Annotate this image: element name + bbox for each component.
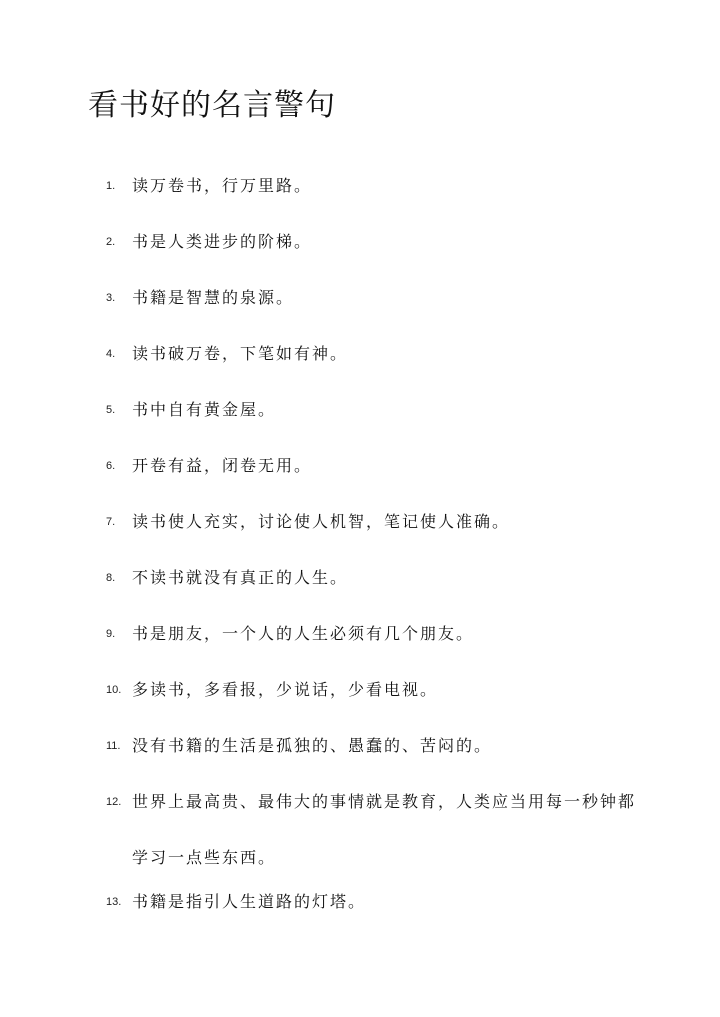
quote-number: 6. bbox=[106, 460, 116, 472]
quote-text: 书是人类进步的阶梯。 bbox=[132, 232, 313, 251]
quote-item bbox=[106, 550, 646, 606]
quote-text: 书籍是智慧的泉源。 bbox=[132, 288, 295, 307]
quote-text: 不读书就没有真正的人生。 bbox=[132, 568, 349, 587]
quote-item bbox=[106, 718, 646, 774]
quote-number: 9. bbox=[106, 628, 116, 640]
quote-number: 10. bbox=[106, 684, 122, 696]
quote-item bbox=[106, 494, 646, 550]
quote-item bbox=[106, 326, 646, 382]
quote-text: 书中自有黄金屋。 bbox=[132, 400, 277, 419]
quote-item bbox=[106, 874, 646, 930]
quote-item bbox=[106, 214, 646, 270]
quote-number: 4. bbox=[106, 348, 116, 360]
quote-text: 书是朋友，一个人的人生必须有几个朋友。 bbox=[132, 624, 475, 643]
quote-text: 读书使人充实，讨论使人机智，笔记使人准确。 bbox=[132, 512, 511, 531]
quote-number: 12. bbox=[106, 796, 122, 808]
quote-item bbox=[106, 774, 646, 886]
quote-text: 世界上最高贵、最伟大的事情就是教育，人类应当用每一秒钟都学习一点些东西。 bbox=[132, 792, 637, 867]
quote-text: 多读书，多看报，少说话，少看电视。 bbox=[132, 680, 439, 699]
quote-text: 开卷有益，闭卷无用。 bbox=[132, 456, 313, 475]
quote-text: 读书破万卷，下笔如有神。 bbox=[132, 344, 349, 363]
quote-number: 7. bbox=[106, 516, 116, 528]
quote-item bbox=[106, 158, 646, 214]
quote-item bbox=[106, 270, 646, 326]
quote-item bbox=[106, 382, 646, 438]
quote-number: 2. bbox=[106, 236, 116, 248]
quote-item bbox=[106, 438, 646, 494]
quote-number: 3. bbox=[106, 292, 116, 304]
quote-item bbox=[106, 606, 646, 662]
quote-number: 5. bbox=[106, 404, 116, 416]
quote-number: 13. bbox=[106, 896, 122, 908]
quote-number: 11. bbox=[106, 740, 121, 752]
document-title: 看书好的名言警句 bbox=[88, 88, 336, 123]
quote-text: 没有书籍的生活是孤独的、愚蠢的、苦闷的。 bbox=[132, 736, 493, 755]
quote-text: 读万卷书，行万里路。 bbox=[132, 176, 313, 195]
quote-number: 8. bbox=[106, 572, 116, 584]
quote-item bbox=[106, 662, 646, 718]
quote-number: 1. bbox=[106, 180, 116, 192]
quote-text: 书籍是指引人生道路的灯塔。 bbox=[132, 892, 367, 911]
